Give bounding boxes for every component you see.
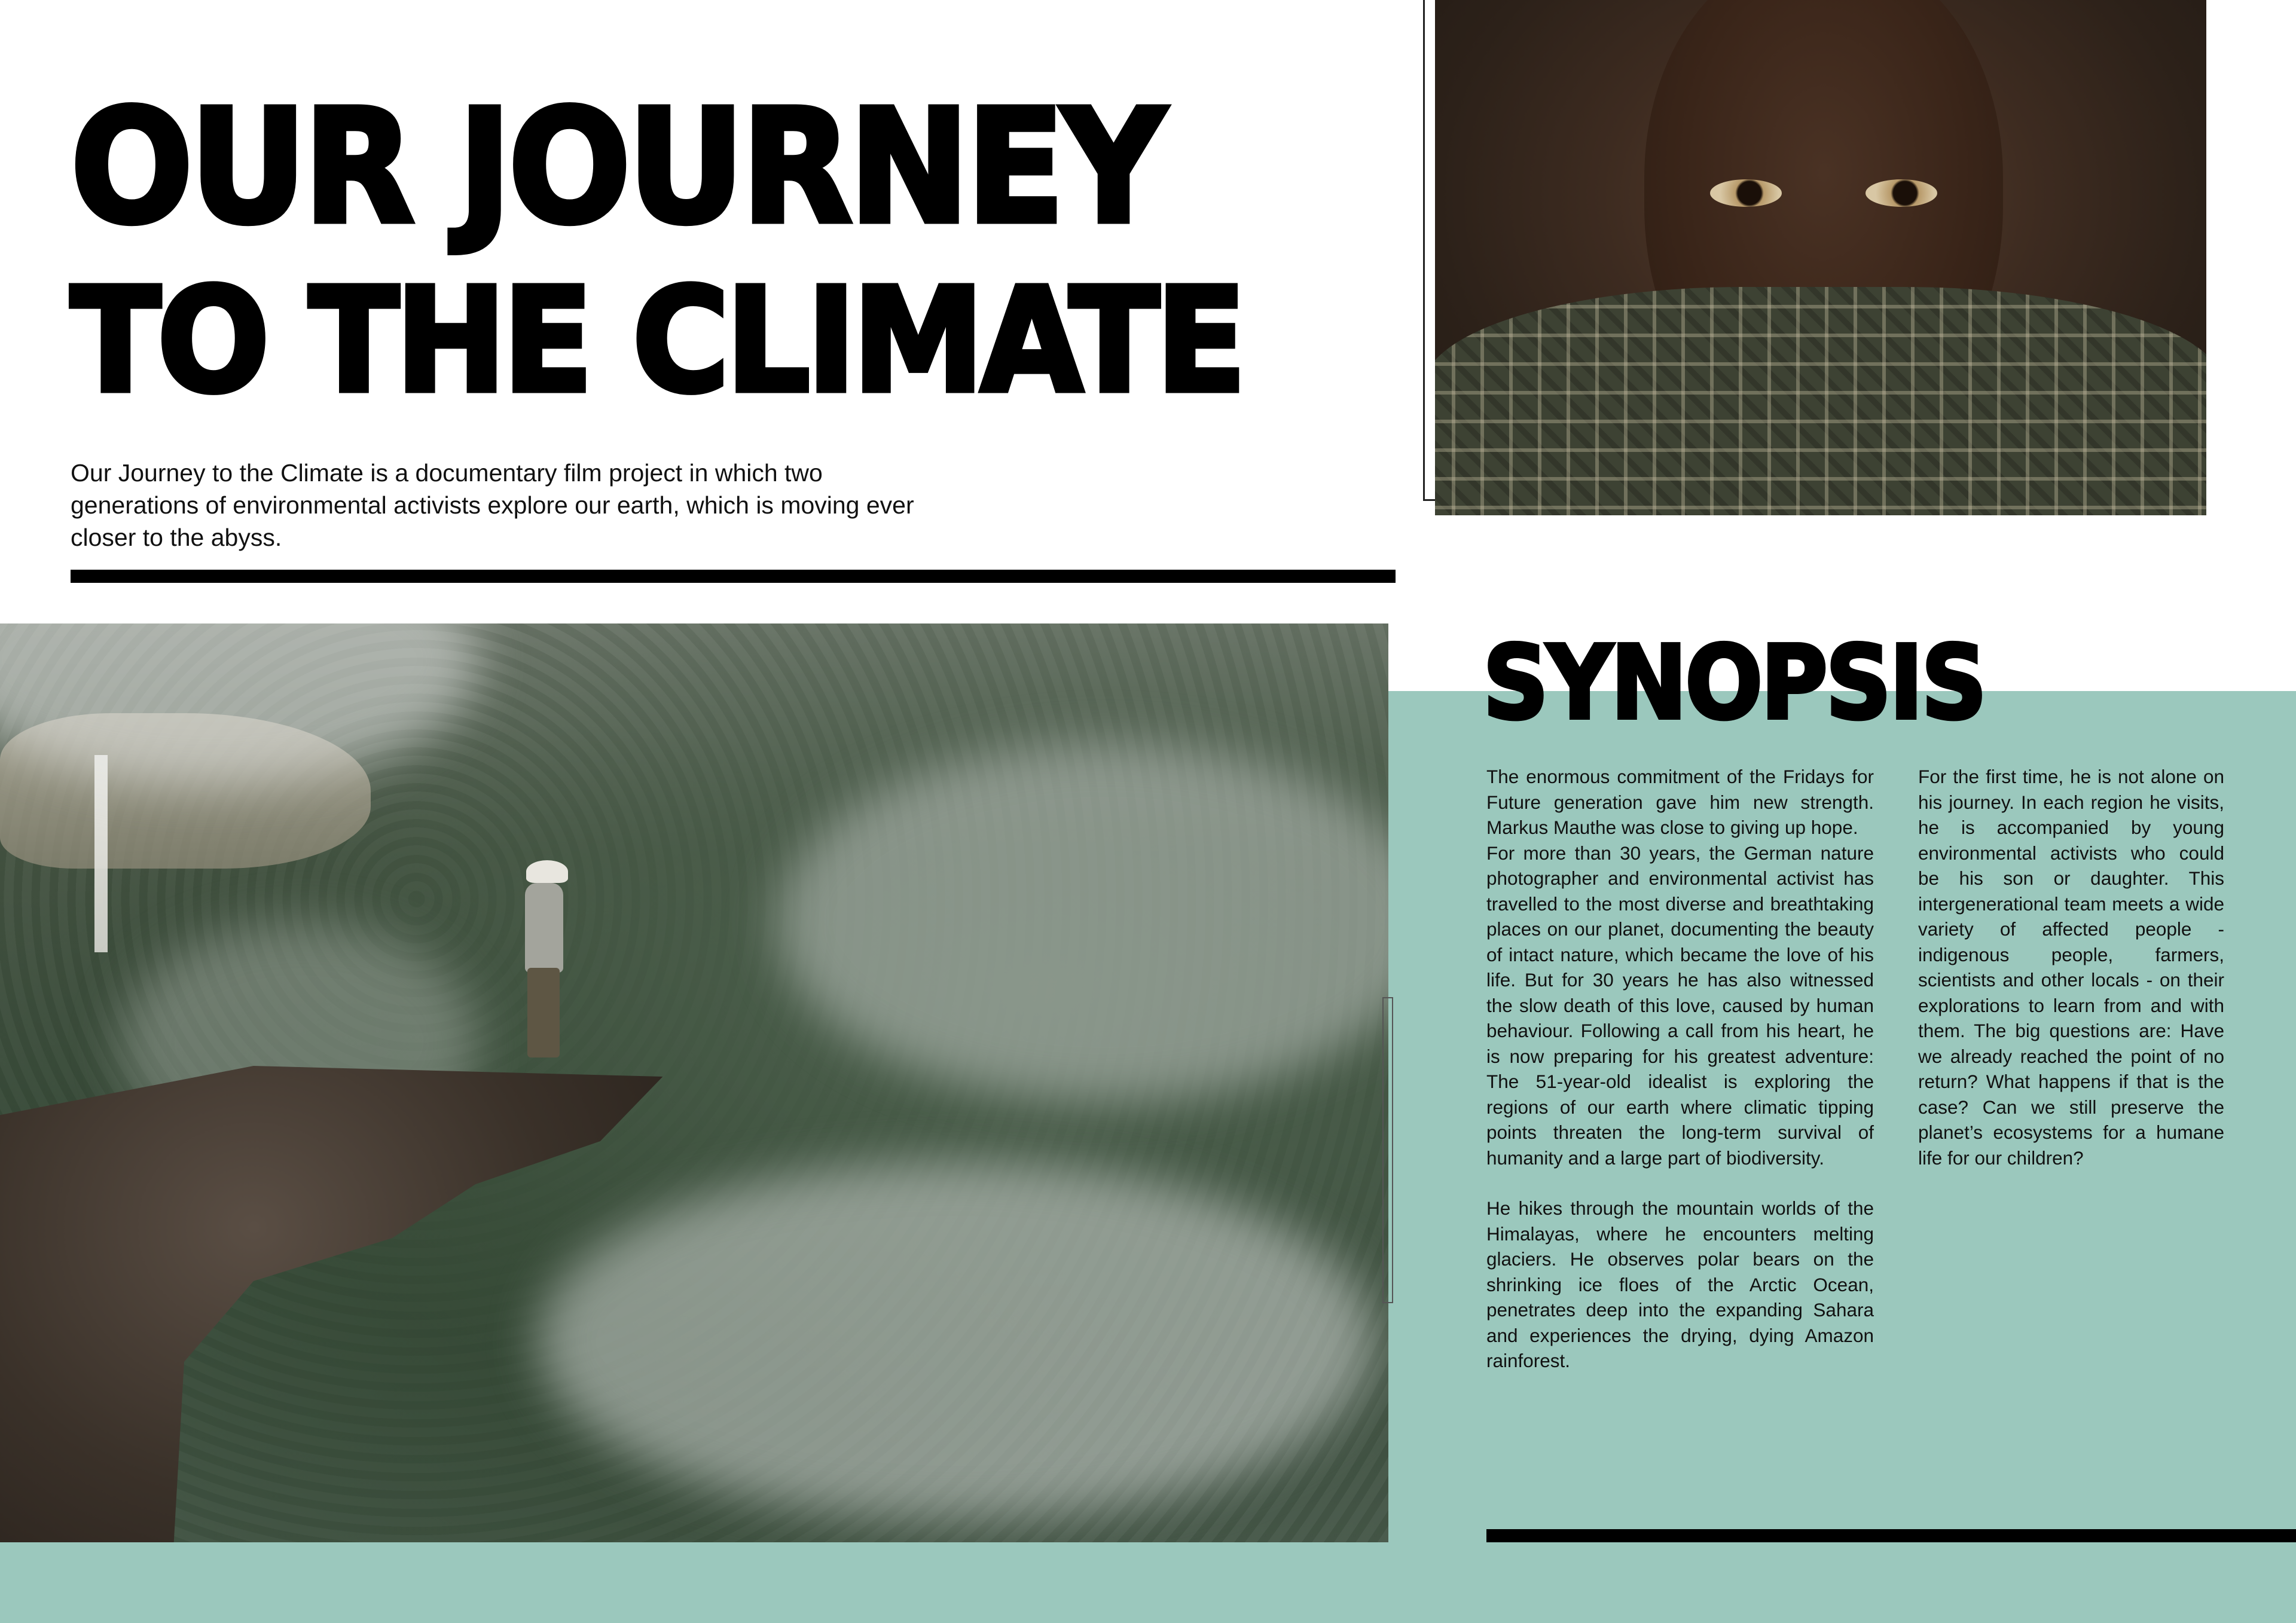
hiker-figure <box>519 860 573 1063</box>
hiker-trousers <box>527 968 560 1057</box>
waterfall <box>94 755 108 952</box>
synopsis-heading: SYNOPSIS <box>1483 624 1985 742</box>
scroll-indicator-bar <box>1382 997 1393 1303</box>
synopsis-paragraph: For the first time, he is not alone on his journey. In each region he visits, he is accompanied by young environmental activists who could be his son or daughter. This intergenerational team meets a wide variety of affected people - indigenous people, farmers, scientists and other locals - on their explorations to learn from and with them. The big questions are: Have we already reached the point of no return? What happens if that is the case? Can we still preserve the planet’s ecosystems for a humane life for our children? <box>1918 766 2224 1169</box>
top-divider-rule <box>71 570 1396 583</box>
page-title <box>71 78 1243 424</box>
portrait-eye-left <box>1710 179 1782 207</box>
portrait-eye-right <box>1866 179 1937 207</box>
bottom-divider-rule <box>1486 1529 2296 1542</box>
landscape-photo <box>0 623 1388 1542</box>
title-line-1: OUR JOURNEY <box>71 76 1163 258</box>
synopsis-paragraph: He hikes through the mountain worlds of the Himalayas, where he encounters melting glaciers. He observes polar bears on the shrinking ice floes of the Arctic Ocean, penetrates deep into the expanding Sahara and experiences the drying, dying Amazon rainforest. <box>1486 1197 1874 1371</box>
hiker-hat <box>526 860 568 883</box>
intro-paragraph: Our Journey to the Climate is a documentary film project in which two generations of environmental activists explore our earth, which is moving ever closer to the abyss. <box>71 459 914 551</box>
hiker-shirt <box>525 883 563 973</box>
synopsis-column-2 <box>1918 764 2224 1170</box>
portrait-plaid-shawl <box>1435 287 2206 515</box>
synopsis-paragraph: The enormous commitment of the Fridays for Future generation gave him new strength. Markus Mauthe was close to giving up hope. <box>1486 766 1874 838</box>
mist-cloud <box>538 1162 1375 1520</box>
portrait-photo <box>1435 0 2206 515</box>
title-line-2: TO THE CLIMATE <box>71 257 1243 424</box>
synopsis-column-1 <box>1486 764 1874 1374</box>
synopsis-paragraph: For more than 30 years, the German nature photographer and environmental activist has travelled to the most diverse and breathtaking places on our planet, documenting the beauty of intact nature, which became the love of his life. But for 30 years he has also witnessed the slow death of this love, caused by human behaviour. Following a call from his heart, he is now preparing for his greatest adventure: The 51-year-old idealist is exploring the regions of our earth where climatic tipping points threaten the long-term survival of humanity and a large part of biodiversity. <box>1486 842 1874 1169</box>
